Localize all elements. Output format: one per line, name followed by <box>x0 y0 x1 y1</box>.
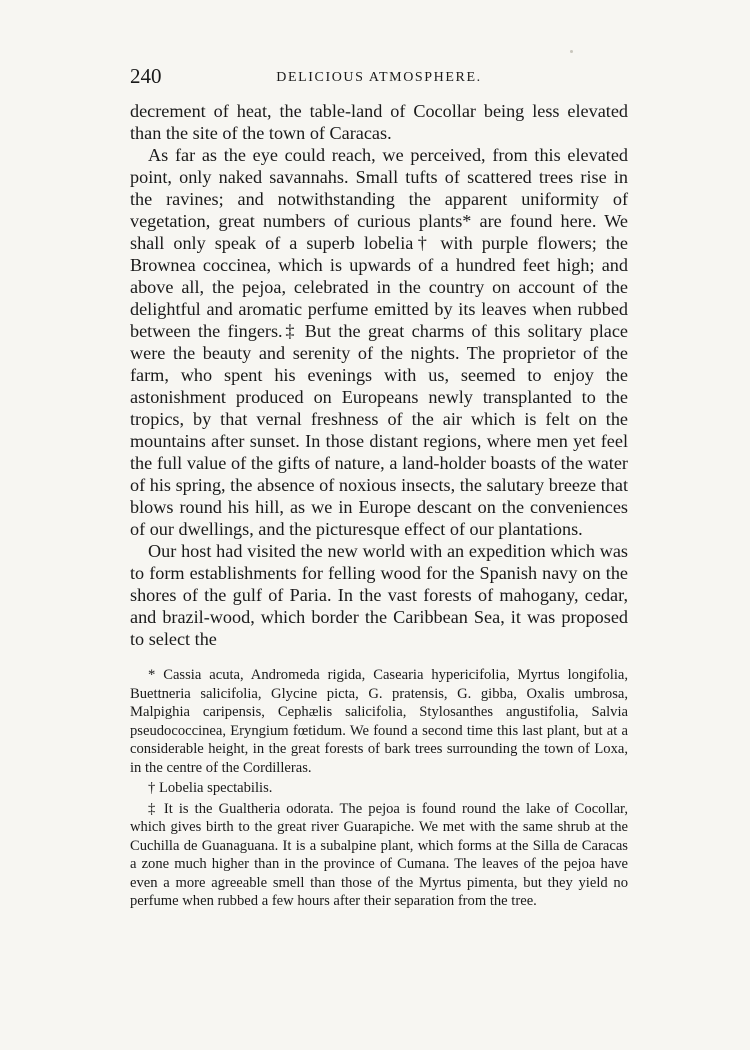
body-paragraph-continued: decrement of heat, the table-land of Cocollar being less elevated than the site of the town of Caracas. <box>130 101 628 143</box>
page-number: 240 <box>130 64 162 88</box>
paper-speck <box>570 50 573 53</box>
body-paragraph: Our host had visited the new world with an expedition which was to form establishments for felling wood for the Spanish navy on the shores of the gulf of Paria. In the vast forests of mahogany, cedar, and brazil-wood, which border the Caribbean Sea, it was proposed to select the <box>130 541 628 649</box>
body-paragraph: As far as the eye could reach, we perceived, from this elevated point, only naked savannahs. Small tufts of scattered trees rise in the ravines; and notwithstanding the apparent uniformity of vegetation, great numbers of curious plants* are found here. We shall only speak of a superb lobelia† with purple flowers; the Brownea coccinea, which is upwards of a hundred feet high; and above all, the pejoa, celebrated in the country on account of the delightful and aromatic perfume emitted by its leaves when rubbed between the fingers.‡ But the great charms of this solitary place were the beauty and serenity of the nights. The proprietor of the farm, who spent his evenings with us, seemed to enjoy the astonishment produced on Europeans newly transplanted to the tropics, by that vernal freshness of the air which is felt on the mountains after sunset. In those distant regions, where men yet feel the full value of the gifts of nature, a land-holder boasts of the water of his spring, the absence of noxious insects, the salutary breeze that blows round his hill, as we in Europe descant on the conveniences of our dwellings, and the picturesque effect of our plantations. <box>130 145 628 539</box>
footnote-dagger: † Lobelia spectabilis. <box>148 780 273 796</box>
book-page <box>130 62 628 911</box>
page-header <box>130 62 628 90</box>
body-text <box>130 100 628 650</box>
footnote-asterisk: * Cassia acuta, Andromeda rigida, Casearia hypericifolia, Myrtus longifolia, Buettneria salicifolia, Glycine picta, G. pratensis, G. gibba, Oxalis umbrosa, Malpighia caripensis, Cephælis salicifolia, Stylosanthes angustifolia, Salvia pseudococcinea, Eryngium fœtidum. We found a second time this last plant, but at a considerable height, in the great forests of bark trees surrounding the town of Loxa, in the centre of the Cordilleras. <box>130 667 628 776</box>
footnotes <box>130 666 628 911</box>
running-head: DELICIOUS ATMOSPHERE. <box>276 70 482 85</box>
footnote-double-dagger: ‡ It is the Gualtheria odorata. The pejoa is found round the lake of Cocollar, which gives birth to the great river Guarapiche. We met with the same shrub at the Cuchilla de Guanaguana. It is a subalpine plant, which forms at the Silla de Caracas a zone much higher than in the province of Cumana. The leaves of the pejoa have even a more agreeable smell than those of the Myrtus pimenta, but they yield no perfume when rubbed a few hours after their separation from the tree. <box>130 800 628 909</box>
